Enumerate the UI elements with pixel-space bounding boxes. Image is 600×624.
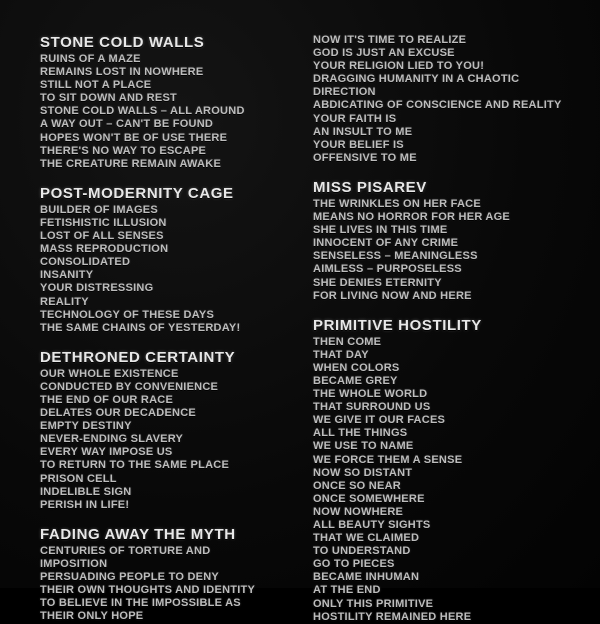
lyric-line: MASS REPRODUCTION	[40, 243, 169, 256]
lyric-line: FETISHISTIC ILLUSION	[40, 216, 167, 229]
lyric-line: THE END OF OUR RACE	[40, 393, 174, 406]
lyric-line: LOST OF ALL SENSES	[40, 230, 164, 243]
lyric-line: YOUR BELIEF IS	[313, 138, 404, 151]
lyric-line: ONCE SO NEAR	[313, 479, 401, 492]
lyric-line: YOUR RELIGION LIED TO YOU!	[313, 60, 485, 73]
song-stone-cold-walls	[40, 34, 275, 171]
lyric-line: BUILDER OF IMAGES	[40, 203, 158, 216]
lyric-line: INNOCENT OF ANY CRIME	[313, 237, 459, 250]
lyric-line: OUR WHOLE EXISTENCE	[40, 367, 179, 380]
lyric-line: CENTURIES OF TORTURE AND	[40, 544, 211, 557]
lyric-line: A WAY OUT – CAN'T BE FOUND	[40, 118, 214, 131]
lyric-line: BECAME GREY	[313, 374, 398, 387]
lyric-line: INSANITY	[40, 269, 94, 282]
lyric-line: FOR LIVING NOW AND HERE	[313, 289, 472, 302]
lyric-line: WE GIVE IT OUR FACES	[313, 414, 446, 427]
lyric-line: PRISON CELL	[40, 472, 117, 485]
lyric-line: THE WHOLE WORLD	[313, 388, 428, 401]
lyric-line: PERISH IN LIFE!	[40, 498, 130, 511]
lyric-line: TO SIT DOWN AND REST	[40, 92, 177, 105]
lyric-line: THAT SURROUND US	[313, 401, 431, 414]
lyric-line: ONCE SOMEWHERE	[313, 492, 425, 505]
lyric-line: TO BELIEVE IN THE IMPOSSIBLE AS	[40, 597, 241, 610]
song-post-modernity-cage	[40, 185, 275, 335]
lyric-line: THEIR ONLY HOPE	[40, 610, 144, 623]
lyric-line: EMPTY DESTINY	[40, 420, 132, 433]
lyric-line: AT THE END	[313, 584, 381, 597]
song-title: POST-MODERNITY CAGE	[40, 184, 234, 202]
lyric-line: GOD IS JUST AN EXCUSE	[313, 47, 455, 60]
lyric-line: CONSOLIDATED	[40, 256, 131, 269]
lyric-line: GO TO PIECES	[313, 558, 395, 571]
lyrics-columns	[0, 34, 600, 623]
lyric-line: AN INSULT TO ME	[313, 125, 413, 138]
lyric-line: AIMLESS – PURPOSELESS	[313, 263, 462, 276]
lyric-line: NOW IT'S TIME TO REALIZE	[313, 34, 467, 46]
song-title: FADING AWAY THE MYTH	[40, 525, 236, 543]
song-dethroned-certainty	[40, 349, 275, 512]
lyric-line: SHE LIVES IN THIS TIME	[313, 224, 448, 237]
lyric-line: INDELIBLE SIGN	[40, 485, 132, 498]
lyric-line: ONLY THIS PRIMITIVE	[313, 597, 434, 610]
lyrics-continuation	[313, 34, 600, 165]
lyric-line: NOW NOWHERE	[313, 505, 404, 518]
lyric-line: MEANS NO HORROR FOR HER AGE	[313, 211, 511, 224]
lyric-line: THAT WE CLAIMED	[313, 532, 420, 545]
song-title: STONE COLD WALLS	[40, 34, 205, 51]
lyric-line: ALL BEAUTY SIGHTS	[313, 519, 431, 531]
lyric-line: ALL THE THINGS	[313, 427, 408, 440]
lyric-line: REALITY	[40, 295, 89, 308]
lyric-line: STILL NOT A PLACE	[40, 79, 152, 92]
song-fading-away-the-myth	[40, 526, 275, 624]
lyric-line: NEVER-ENDING SLAVERY	[40, 433, 184, 446]
right-column	[275, 34, 600, 623]
lyric-line: THEN COME	[313, 335, 382, 348]
lyric-line: YOUR DISTRESSING	[40, 282, 154, 295]
lyric-line: THEIR OWN THOUGHTS AND IDENTITY	[40, 584, 256, 597]
lyric-line: PERSUADING PEOPLE TO DENY	[40, 571, 220, 583]
song-title: PRIMITIVE HOSTILITY	[313, 316, 482, 334]
lyric-line: WE USE TO NAME	[313, 440, 414, 453]
lyric-line: YOUR FAITH IS	[313, 112, 397, 125]
lyric-line: WHEN COLORS	[313, 361, 400, 374]
lyric-line: STONE COLD WALLS – ALL AROUND	[40, 105, 245, 118]
lyric-line: THE SAME CHAINS OF YESTERDAY!	[40, 321, 241, 334]
lyric-line: THE CREATURE REMAIN AWAKE	[40, 157, 222, 170]
lyric-line: TO RETURN TO THE SAME PLACE	[40, 459, 230, 472]
lyric-line: ABDICATING OF CONSCIENCE AND REALITY	[313, 99, 562, 112]
song-miss-pisarev	[313, 179, 600, 303]
lyric-line: EVERY WAY IMPOSE US	[40, 446, 173, 459]
lyric-line: HOSTILITY REMAINED HERE	[313, 610, 472, 623]
lyric-line: OFFENSIVE TO ME	[313, 151, 417, 164]
lyric-line: REMAINS LOST IN NOWHERE	[40, 66, 204, 79]
lyric-line: IMPOSITION	[40, 557, 108, 570]
lyric-line: THERE'S NO WAY TO ESCAPE	[40, 144, 207, 157]
lyric-line: DELATES OUR DECADENCE	[40, 407, 197, 420]
song-title: DETHRONED CERTAINTY	[40, 348, 236, 366]
lyric-line: DIRECTION	[313, 86, 376, 99]
lyric-line: CONDUCTED BY CONVENIENCE	[40, 380, 219, 393]
lyric-line: DRAGGING HUMANITY IN A CHAOTIC	[313, 73, 520, 86]
lyric-line: THE WRINKLES ON HER FACE	[313, 197, 481, 210]
lyric-line: SHE DENIES ETERNITY	[313, 276, 442, 289]
song-title: MISS PISAREV	[313, 178, 427, 196]
lyric-line: NOW SO DISTANT	[313, 466, 413, 479]
lyric-line: RUINS OF A MAZE	[40, 53, 141, 65]
song-primitive-hostility	[313, 317, 600, 624]
lyric-line: SENSELESS – MEANINGLESS	[313, 250, 478, 263]
lyric-line: HOPES WON'T BE OF USE THERE	[40, 131, 228, 144]
lyric-line: WE FORCE THEM A SENSE	[313, 453, 463, 466]
left-column	[0, 34, 275, 623]
lyric-line: TECHNOLOGY OF THESE DAYS	[40, 308, 215, 321]
lyric-line: THAT DAY	[313, 348, 369, 361]
lyric-line: TO UNDERSTAND	[313, 545, 411, 558]
lyric-line: BECAME INHUMAN	[313, 571, 420, 584]
